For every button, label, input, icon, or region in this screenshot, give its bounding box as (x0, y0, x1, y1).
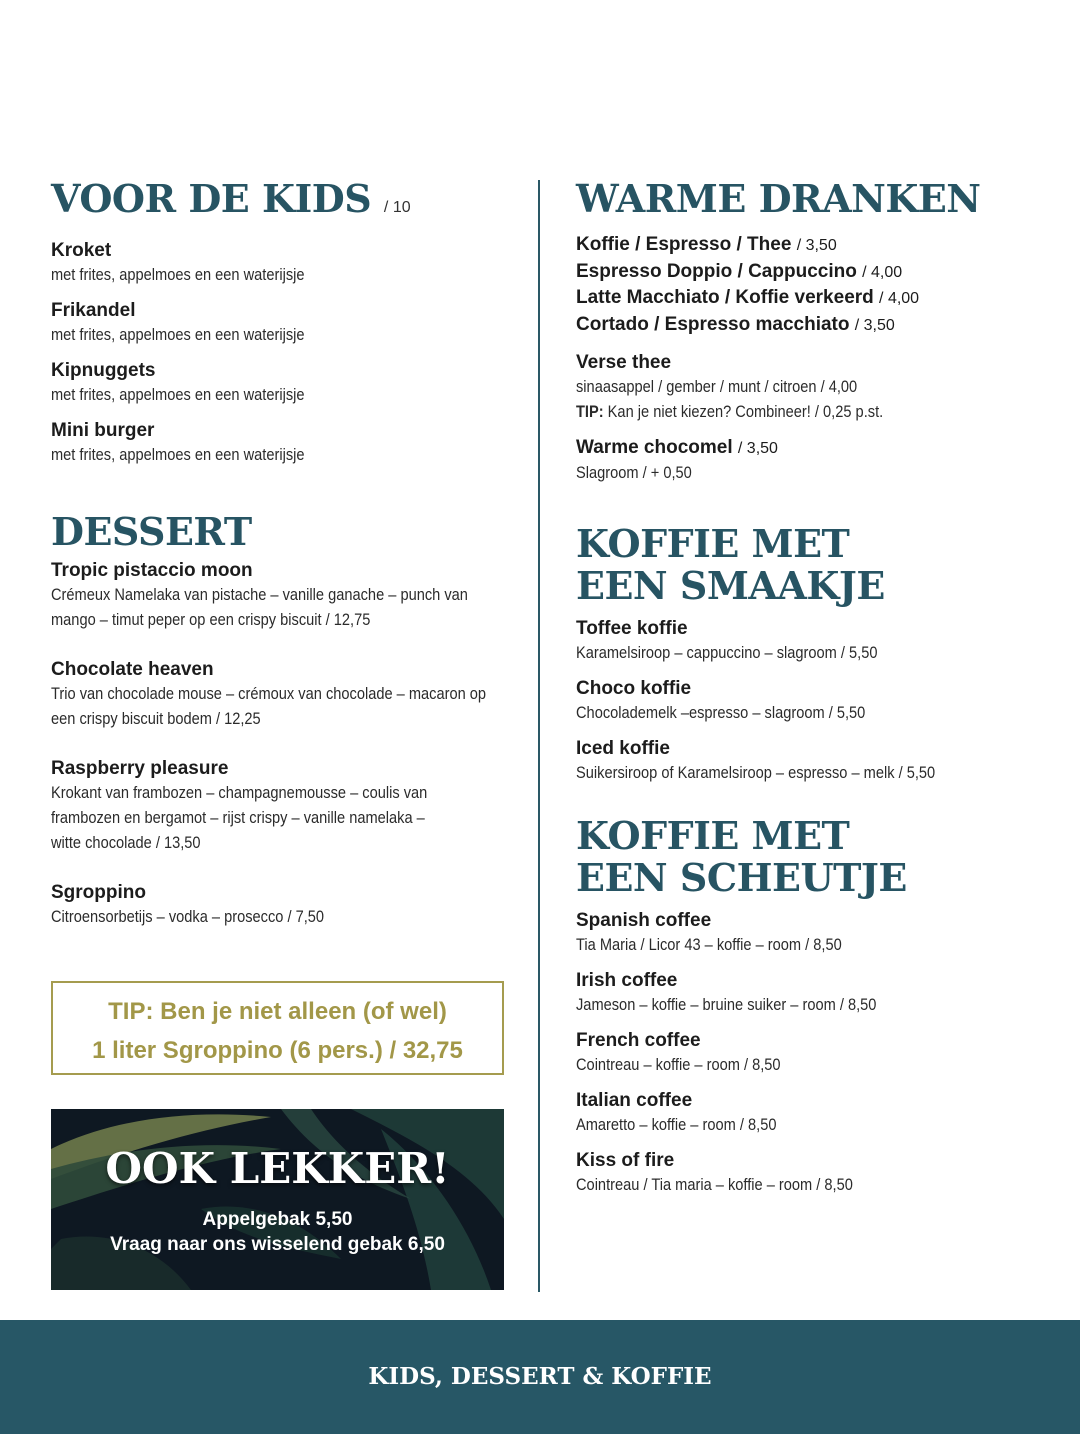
item-name: Kroket (51, 240, 112, 261)
item-desc: frambozen en bergamot – rijst crispy – vanille namelaka – (51, 808, 425, 827)
list-item (576, 737, 1046, 785)
item-name: Toffee koffie (576, 618, 688, 639)
list-item (576, 312, 1046, 339)
scheutje-heading (576, 815, 1046, 899)
list-item (51, 239, 511, 287)
item-desc: Slagroom / + 0,50 (576, 463, 692, 482)
item-desc: Amaretto – koffie – room / 8,50 (576, 1115, 777, 1134)
drink-price: / 3,50 (796, 237, 837, 254)
item-name (576, 436, 1046, 460)
tip-box (51, 981, 504, 1075)
drink-price: / 4,00 (862, 263, 903, 281)
item-name: Spanish coffee (576, 910, 712, 931)
right-column (576, 176, 1046, 1197)
item-desc: sinaasappel / gember / munt / citroen / 4,00 (576, 377, 858, 396)
item-desc: Jameson – koffie – bruine suiker – room / 8,50 (576, 995, 877, 1014)
item-desc: Cointreau / Tia maria – koffie – room / 8,50 (576, 1175, 853, 1194)
item-desc: Trio van chocolade mouse – crémoux van chocolade – macaron op (51, 684, 487, 703)
list-item (51, 419, 511, 467)
smaakje-title-2: EEN SMAAKJE (576, 563, 885, 608)
item-name: Frikandel (51, 300, 136, 321)
list-item (576, 1149, 1046, 1197)
ook-lekker-banner (51, 1109, 504, 1290)
item-name: Sgroppino (51, 882, 146, 903)
item-desc: Tia Maria / Licor 43 – koffie – room / 8,50 (576, 935, 842, 954)
footer-title: KIDS, DESSERT & KOFFIE (368, 1363, 712, 1390)
kids-title: VOOR DE KIDS (51, 176, 372, 221)
kids-list (51, 239, 511, 467)
column-divider (538, 180, 540, 1292)
banner-line-2: Vraag naar ons wisselend gebak 6,50 (110, 1234, 445, 1255)
item-name: Kipnuggets (51, 360, 156, 381)
item-name: Chocolate heaven (51, 659, 214, 680)
tip-line-2: 1 liter Sgroppino (6 pers.) / 32,75 (92, 1037, 463, 1064)
item-desc: Krokant van frambozen – champagnemousse – coulis van (51, 783, 428, 802)
drink-price: / 3,50 (854, 316, 895, 334)
chocomel-name: Warme chocomel (576, 437, 733, 458)
smaakje-list (576, 617, 1046, 785)
item-desc: met frites, appelmoes en een waterijsje (51, 265, 305, 284)
scheutje-title-2: EEN SCHEUTJE (576, 855, 907, 900)
item-desc: met frites, appelmoes en een waterijsje (51, 445, 305, 464)
list-item (51, 757, 511, 855)
list-item (576, 677, 1046, 725)
item-desc: Citroensorbetijs – vodka – prosecco / 7,50 (51, 907, 325, 926)
list-item (576, 909, 1046, 957)
item-name: Choco koffie (576, 678, 692, 699)
thee-item (576, 351, 1046, 424)
item-name: Mini burger (51, 420, 155, 441)
list-item (51, 359, 511, 407)
item-desc: Crémeux Namelaka van pistache – vanille ganache – punch van (51, 585, 468, 604)
item-desc: Cointreau – koffie – room / 8,50 (576, 1055, 781, 1074)
item-desc: Chocolademelk –espresso – slagroom / 5,50 (576, 703, 866, 722)
drink-price: / 4,00 (879, 290, 920, 307)
list-item (576, 259, 1046, 286)
item-name: Verse thee (576, 352, 672, 373)
list-item (51, 559, 511, 632)
smaakje-title-1: KOFFIE MET (576, 521, 850, 566)
warm-drinks-list (576, 232, 1046, 338)
list-item (576, 969, 1046, 1017)
dessert-heading: DESSERT (51, 509, 252, 554)
drink-name: Latte Macchiato / Koffie verkeerd (576, 287, 874, 308)
footer-bar (0, 1320, 1080, 1434)
banner-title: OOK LEKKER! (105, 1144, 450, 1193)
smaakje-heading (576, 523, 1046, 607)
item-desc: mango – timut peper op een crispy biscuit / 12,75 (51, 610, 371, 629)
item-name: Kiss of fire (576, 1150, 675, 1171)
item-desc: Suikersiroop of Karamelsiroop – espresso – melk / 5,50 (576, 763, 936, 782)
item-name: Tropic pistaccio moon (51, 560, 253, 581)
drink-name: Koffie / Espresso / Thee (576, 234, 792, 255)
item-name: Raspberry pleasure (51, 758, 229, 779)
item-desc: een crispy biscuit bodem / 12,25 (51, 709, 261, 728)
tip-text: Kan je niet kiezen? Combineer! / 0,25 p.st. (607, 402, 884, 421)
item-desc: witte chocolade / 13,50 (51, 833, 201, 852)
left-column (51, 176, 511, 929)
chocomel-item (576, 436, 1046, 485)
kids-price: / 10 (383, 199, 411, 216)
item-name: French coffee (576, 1030, 701, 1051)
item-desc: met frites, appelmoes en een waterijsje (51, 385, 305, 404)
banner-line-1: Appelgebak 5,50 (202, 1209, 353, 1230)
kids-heading (51, 178, 511, 229)
list-item (576, 1089, 1046, 1137)
item-name: Iced koffie (576, 738, 670, 759)
tip-line-1: TIP: Ben je niet alleen (of wel) (108, 998, 447, 1025)
drink-name: Cortado / Espresso macchiato (576, 313, 850, 335)
item-desc: met frites, appelmoes en een waterijsje (51, 325, 305, 344)
scheutje-title-1: KOFFIE MET (576, 813, 850, 858)
list-item (576, 232, 1046, 259)
tip-line (576, 399, 980, 424)
list-item (51, 299, 511, 347)
tip-label: TIP: (576, 402, 604, 421)
list-item (51, 881, 511, 929)
item-name: Italian coffee (576, 1090, 693, 1111)
list-item (576, 617, 1046, 665)
list-item (576, 285, 1046, 312)
drink-name: Espresso Doppio / Cappuccino (576, 260, 857, 282)
item-desc: Karamelsiroop – cappuccino – slagroom / 5,50 (576, 643, 878, 662)
scheutje-list (576, 909, 1046, 1197)
list-item (51, 658, 511, 731)
chocomel-price: / 3,50 (737, 440, 778, 457)
dessert-list (51, 559, 511, 929)
item-name: Irish coffee (576, 970, 678, 991)
warm-heading: WARME DRANKEN (576, 176, 981, 221)
list-item (576, 1029, 1046, 1077)
